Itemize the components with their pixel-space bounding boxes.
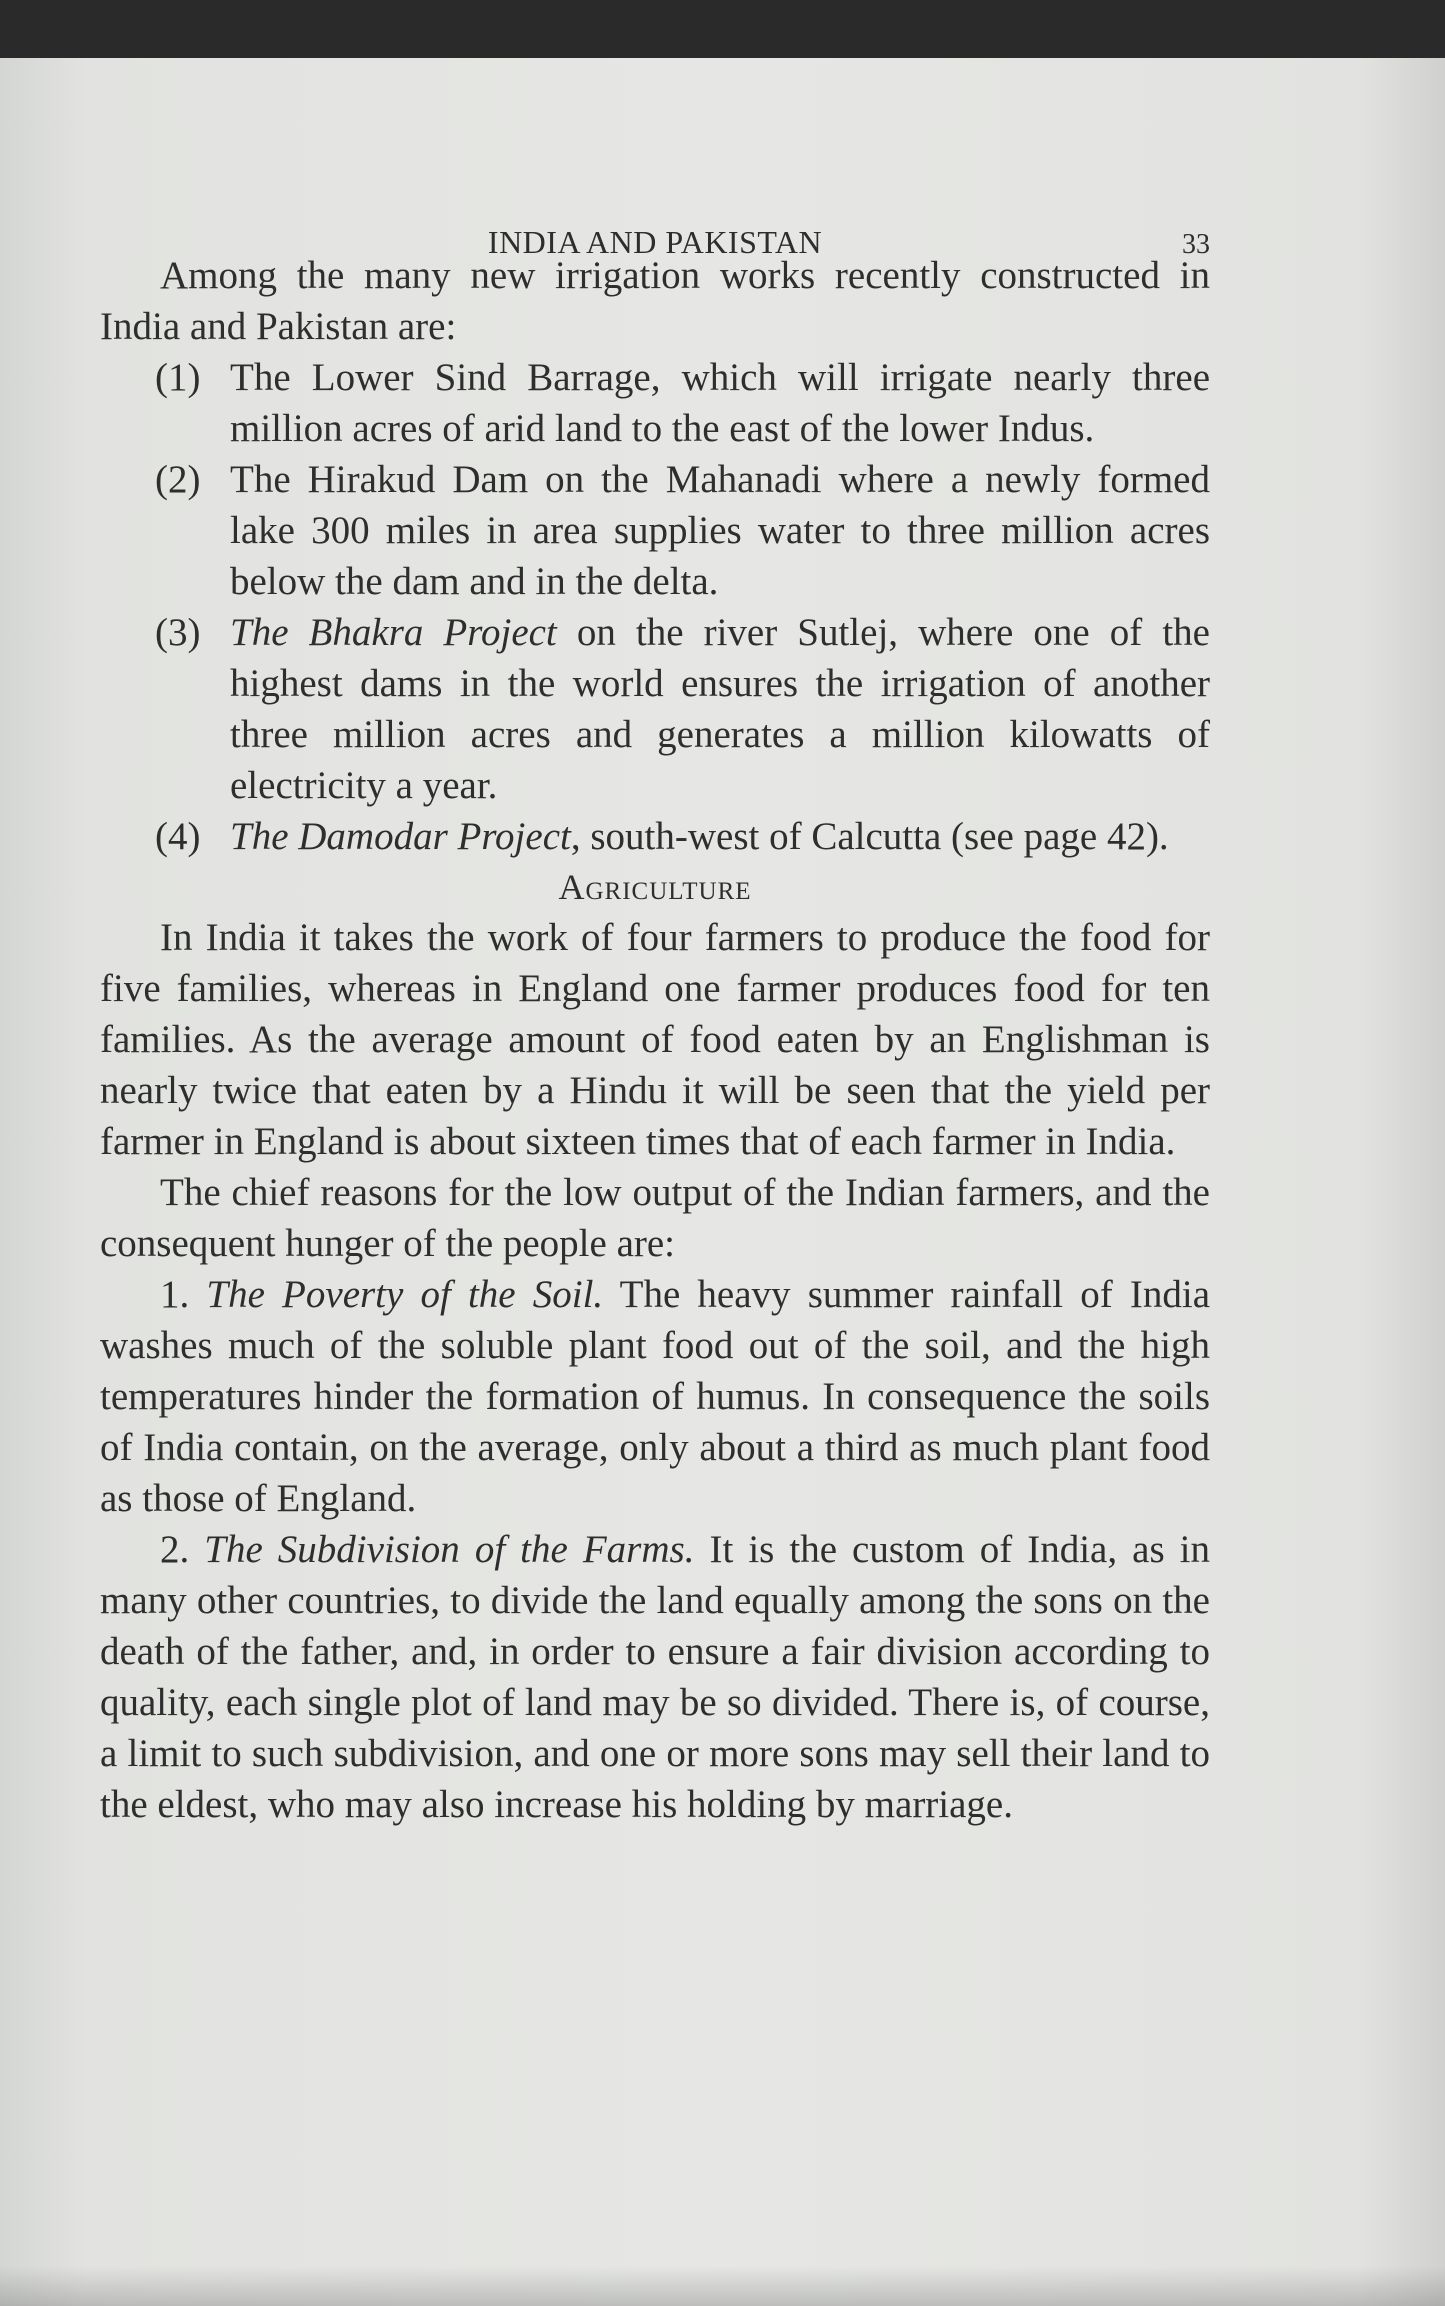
reason-text: The heavy summer rainfall of India washes much of the soluble plant food out of the soil, and the high temperatures hinder the formation of humus. In consequence the soils of India contain, on the average, only about a third as much plant food as those of England. [100, 1273, 1211, 1520]
page-content [100, 170, 1210, 1830]
intro-paragraph: Among the many new irrigation works recently constructed in India and Pakistan are: [100, 254, 1210, 348]
reason-title: The Subdivision of the Farms. [204, 1528, 695, 1571]
list-item-text: , south-west of Calcutta (see page 42). [570, 815, 1169, 858]
running-title: INDIA AND PAKISTAN [487, 224, 823, 260]
irrigation-works-list [100, 352, 1210, 862]
page-number: 33 [1182, 229, 1210, 260]
list-item-lead: The Bhakra Project [230, 611, 557, 654]
reason-paragraph [100, 1524, 1210, 1830]
paragraph-reasons-intro: The chief reasons for the low output of the Indian farmers, and the consequent hunger of the people are: [100, 1171, 1210, 1265]
paragraph-agriculture: In India it takes the work of four farmers to produce the food for five families, whereas in England one farmer produces food for ten families. As the average amount of food eaten by an Englishman is nearly twice that eaten by a Hindu it will be seen that the yield per farmer in England is about sixteen times that of each farmer in India. [100, 916, 1210, 1163]
running-header [100, 170, 1210, 260]
reason-number: 2. [160, 1528, 205, 1571]
reason-paragraph [100, 1269, 1210, 1524]
list-item-number: (4) [155, 815, 201, 858]
list-item [100, 352, 1210, 454]
list-item-text: The Lower Sind Barrage, which will irrigate nearly three million acres of arid land to the east of the lower Indus. [230, 356, 1210, 450]
list-item-text: on the river Sutlej, where one of the highest dams in the world ensures the irrigation of another three million acres and generates a million kilowatts of electricity a year. [230, 611, 1210, 807]
list-item-lead: The Damodar Project [230, 815, 571, 858]
page-bottom-shadow [0, 2266, 1445, 2306]
reason-number: 1. [160, 1273, 207, 1316]
list-item-number: (2) [155, 458, 201, 501]
list-item-number: (1) [155, 356, 201, 399]
reason-text: It is the custom of India, as in many other countries, to divide the land equally among the sons on the death of the father, and, in order to ensure a fair division according to quality, each single plot of land may be so divided. There is, of course, a limit to such subdivision, and one or more sons may sell their land to the eldest, who may also increase his holding by marriage. [100, 1528, 1210, 1826]
list-item [100, 811, 1210, 862]
list-item [100, 607, 1210, 811]
list-item-text: The Hirakud Dam on the Mahanadi where a newly formed lake 300 miles in area supplies water to three million acres below the dam and in the delta. [230, 458, 1210, 603]
list-item [100, 454, 1210, 607]
section-heading: Agriculture [558, 867, 752, 907]
list-item-number: (3) [155, 611, 201, 654]
reason-title: The Poverty of the Soil. [206, 1273, 604, 1316]
camera-top-edge [0, 0, 1445, 58]
